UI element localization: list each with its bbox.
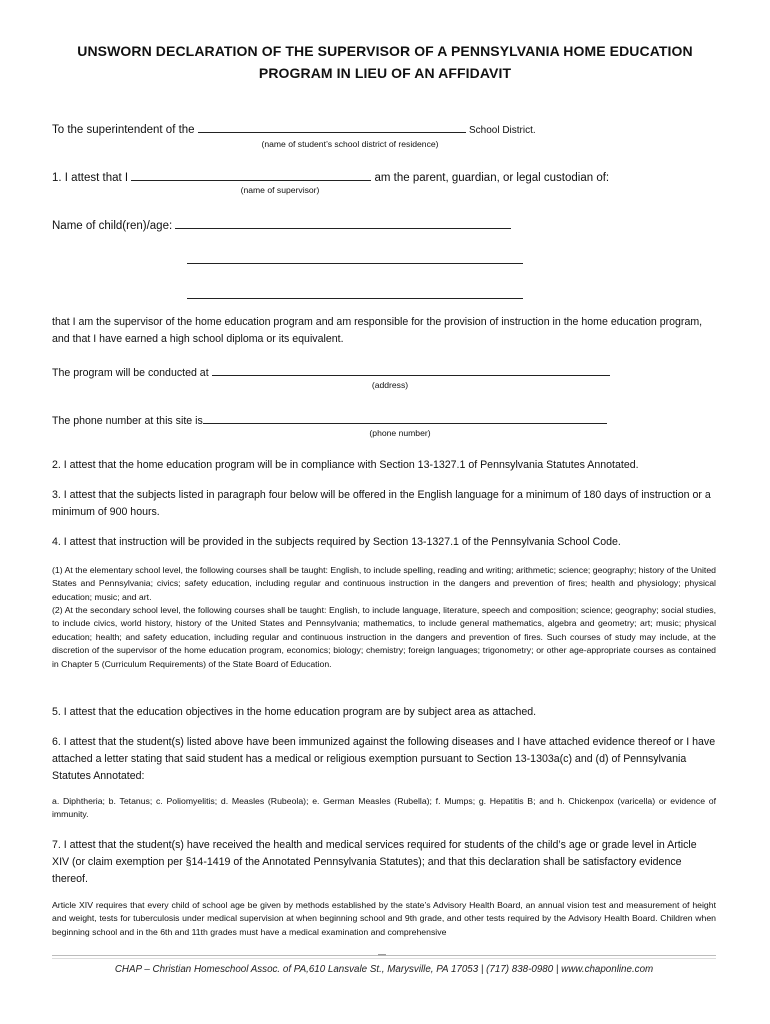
phone-caption: (phone number): [369, 428, 431, 438]
superintendent-row: [52, 120, 536, 136]
item-6: 6. I attest that the student(s) listed above have been immunized against the following diseases and I have attached evidence thereof or I have attached a letter stating that said student has a medical or religious exemption pursuant to Section 13-1303a(c) and (d) of Pennsylvania Statutes Annotated:: [52, 736, 716, 782]
children-row: [52, 216, 511, 232]
item-4: 4. I attest that instruction will be provided in the subjects required by Section 13-1327.1 of the Pennsylvania School Code.: [52, 536, 621, 548]
address-caption: (address): [371, 380, 409, 390]
superintendent-suffix: School District.: [468, 125, 536, 136]
phone-row: [52, 411, 607, 427]
attest-supervisor-prefix: 1. I attest that I: [52, 172, 129, 184]
child-name-field-2[interactable]: [187, 251, 523, 264]
item-4-elementary-detail: (1) At the elementary school level, the following courses shall be taught: English, to include spelling, reading and writing; arithmetic; science; geography; history of the United States and Pennsylvania; civics; safety education, including regular and continuous instruction in the dangers and prevention of fires; health and physiology; physical education; music; and art.: [52, 565, 716, 602]
attest-supervisor-row: [52, 168, 609, 184]
phone-label: The phone number at this site is: [52, 415, 203, 427]
address-label: The program will be conducted at: [52, 367, 209, 379]
child-name-field-1[interactable]: [175, 216, 511, 229]
child-name-field-3[interactable]: [187, 286, 523, 299]
document-title: UNSWORN DECLARATION OF THE SUPERVISOR OF A PENNSYLVANIA HOME EDUCATION PROGRAM IN LIEU OF AN AFFIDAVIT: [77, 43, 693, 81]
school-district-field[interactable]: [198, 120, 466, 133]
item-5: 5. I attest that the education objectives in the home education program are by subject area as attached.: [52, 706, 537, 718]
address-row: [52, 363, 610, 379]
item-4-secondary-detail: (2) At the secondary school level, the following courses shall be taught: English, to include language, literature, speech and composition; science; geography; social studies, to include civics, world history, history of the United States and Pennsylvania; mathematics, to include general mathematics, algebra and geometry; art; music; physical education; health; and safety education, including regular and continuous instruction in the dangers and prevention of fires. Such courses of study may include, at the discretion of the supervisor of the home education program, economics; biology; chemistry; foreign languages; trigonometry; or other age-appropriate courses as contained in Chapter 5 (Curriculum Requirements) of the State Board of Education.: [52, 605, 716, 669]
school-district-caption: (name of student’s school district of residence): [261, 139, 439, 149]
supervisor-name-caption: (name of supervisor): [240, 185, 320, 195]
supervisor-statement: that I am the supervisor of the home education program and am responsible for the provision of instruction in the home education program, and that I have earned a high school diploma or its equivalent.: [52, 316, 703, 345]
address-field[interactable]: [212, 363, 610, 376]
supervisor-name-field[interactable]: [131, 168, 371, 181]
attest-supervisor-suffix: am the parent, guardian, or legal custodian of:: [374, 172, 610, 184]
item-3: 3. I attest that the subjects listed in paragraph four below will be offered in the English language for a minimum of 180 days of instruction or a minimum of 900 hours.: [52, 489, 711, 518]
item-7: 7. I attest that the student(s) have received the health and medical services required for students of the child’s age or grade level in Article XIV (or claim exemption per §14-1419 of the Annotated Pennsylvania Statutes); and that this declaration shall be satisfactory evidence thereof.: [52, 839, 697, 885]
children-label: Name of child(ren)/age:: [52, 220, 173, 232]
page-mark: —: [378, 950, 386, 959]
article-xiv-note: Article XIV requires that every child of school age be given by methods established by the state’s Advisory Health Board, an annual vision test and measurement of height and weight, tests for tuberculosis under medical supervision at when beginning school and 9th grade, and other tests required by the Advisory Health Board. Children when beginning school and in the 6th and 11th grades must have a medical examination and comprehensive: [52, 900, 716, 937]
item-2: 2. I attest that the home education program will be in compliance with Section 13-1327.1 of Pennsylvania Statutes Annotated.: [52, 459, 639, 471]
superintendent-prefix: To the superintendent of the: [52, 124, 195, 136]
phone-field[interactable]: [203, 411, 607, 424]
footer-text: CHAP – Christian Homeschool Assoc. of PA,610 Lansvale St., Marysville, PA 17053 | (717) 838-0980 | www.chaponline.com: [114, 964, 654, 975]
item-6-diseases: a. Diphtheria; b. Tetanus; c. Poliomyelitis; d. Measles (Rubeola); e. German Measles (Rubella); f. Mumps; g. Hepatitis B; and h. Chickenpox (varicella) or evidence of immunity.: [52, 796, 716, 820]
